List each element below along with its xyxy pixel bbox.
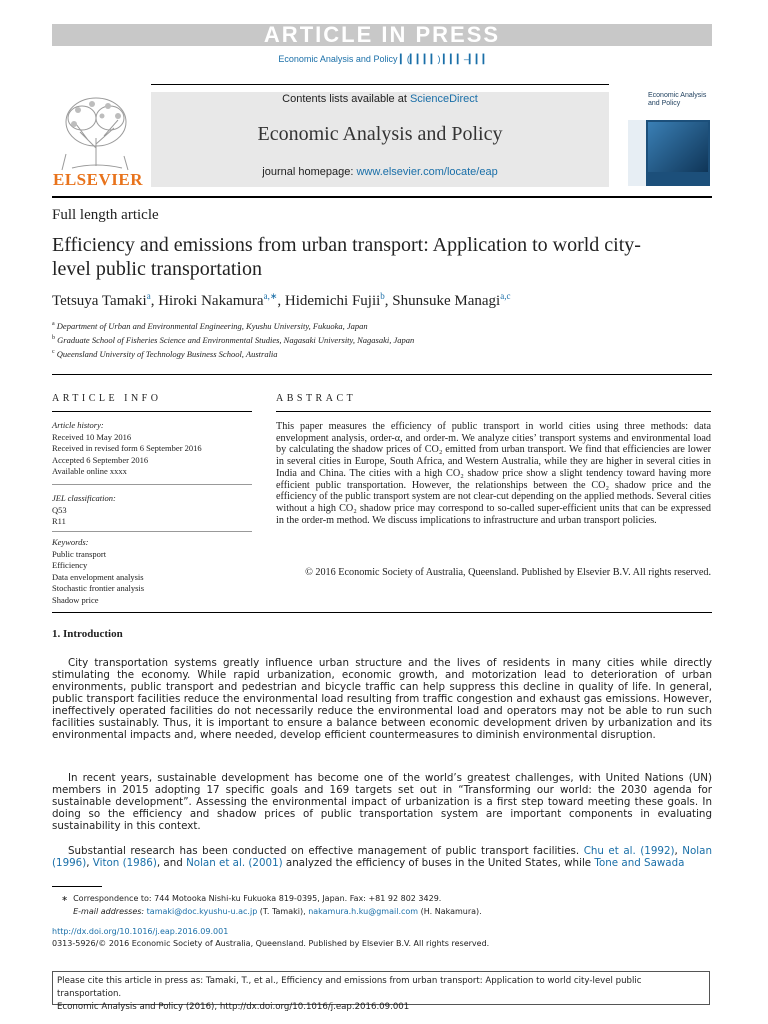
article-type: Full length article xyxy=(52,207,159,223)
section-rule xyxy=(52,374,712,375)
issn-line: 0313-5926/© 2016 Economic Society of Australia, Queensland. Published by Elsevier B.V. All rights reserved. xyxy=(52,939,490,948)
journal-header-box xyxy=(151,92,609,187)
contents-available-line xyxy=(151,93,609,105)
correspondence-footnote: ∗ Correspondence to: 744 Motooka Nishi-ku Fukuoka 819-0395, Japan. Fax: +81 92 802 3429. E-mail addresses: tamaki@doc.kyushu-u.ac.jp (T. Tamaki), nakamura.h.ku@gmail.com (H. Nakamura). xyxy=(52,892,712,918)
keyword: Data envelopment analysis xyxy=(52,571,144,582)
jel-classification xyxy=(52,493,252,528)
keywords xyxy=(52,537,252,606)
email-label: E-mail addresses: xyxy=(73,907,147,916)
contents-prefix: Contents lists available at xyxy=(282,93,410,105)
doi-link[interactable]: http://dx.doi.org/10.1016/j.eap.2016.09.001 xyxy=(52,927,229,936)
keyword: Shadow price xyxy=(52,594,99,605)
section-rule xyxy=(52,612,712,613)
article-info-heading: ARTICLE INFO xyxy=(52,393,162,404)
keyword: Stochastic frontier analysis xyxy=(52,583,145,593)
footnote-rule xyxy=(52,886,102,887)
cover-title-line1: Economic Analysis xyxy=(648,92,707,99)
elsevier-wordmark: ELSEVIER xyxy=(53,170,143,189)
history-item: Received 10 May 2016 xyxy=(52,431,132,442)
cite-line-1: Please cite this article in press as: Tamaki, T., et al., Efficiency and emissions from urban transport: Application to world city-level public transportation. xyxy=(57,976,642,999)
abstract-rule xyxy=(276,411,711,412)
footnote-marker: ∗ xyxy=(61,894,68,903)
keyword: Public transport xyxy=(52,548,107,559)
author-list: Tetsuya Tamaki$^a$, Hiroki Nakamura$^{a,∗}$, Hidemichi Fujii$^b$, Shunsuke Managi$^{a,c}$ xyxy=(52,291,511,309)
email-link[interactable]: nakamura.h.ku@gmail.com xyxy=(308,907,419,916)
citation-link[interactable]: Nolan et al. (2001) xyxy=(186,857,283,869)
journal-cover-thumbnail xyxy=(628,86,710,186)
affiliation: $^c$ Queensland University of Technology Business School, Australia xyxy=(52,349,278,359)
jel-code: R11 xyxy=(52,516,66,526)
history-item: Accepted 6 September 2016 xyxy=(52,454,149,465)
author-name: Hidemichi Fujii xyxy=(284,293,381,309)
info-divider xyxy=(52,531,252,532)
affiliation: $^a$ Department of Urban and Environmental Engineering, Kyushu University, Fukuoka, Japan xyxy=(52,321,368,331)
intro-paragraph-2: In recent years, sustainable development has become one of the world’s greatest challenges, with United Nations (UN) members in 2015 adopting 17 specific goals and 169 targets set out in “Transforming our world: the 2030 agenda for sustainable development”. Assessing the environmental impact of urbanization is a first step toward meeting these goals. In doing so the efficiency and shadow prices of public transportation system are important components in evaluating sustainability in this context. xyxy=(52,772,712,832)
citation-link[interactable]: Tone and Sawada xyxy=(594,857,685,869)
article-history xyxy=(52,420,252,478)
header-bottom-rule xyxy=(52,196,712,198)
history-item: Received in revised form 6 September 2016 xyxy=(52,443,202,453)
author-affil-mark[interactable]: a,∗ xyxy=(263,291,278,301)
author-affil-mark[interactable]: a,c xyxy=(500,291,511,301)
history-label: Article history: xyxy=(52,420,104,430)
correspondence-text: Correspondence to: 744 Motooka Nishi-ku Fukuoka 819-0395, Japan. Fax: +81 92 802 3429. xyxy=(73,894,442,903)
citation-link[interactable]: Viton (1986) xyxy=(92,857,157,869)
abstract-heading: ABSTRACT xyxy=(276,393,357,404)
header-top-rule xyxy=(151,84,609,85)
jel-label: JEL classification: xyxy=(52,493,116,503)
author-name: Tetsuya Tamaki xyxy=(52,293,147,309)
journal-reference: Economic Analysis and Policy ▎(▎▎▎▎) ▎▎▎–▎▎▎ xyxy=(278,54,490,64)
cover-title-line2: and Policy xyxy=(648,100,681,107)
article-info-rule xyxy=(52,411,252,412)
intro-paragraph-1: City transportation systems greatly influence urban structure and the lives of residents in many cities while directly stimulating the economy. While rapid urbanization, economic growth, and motorization lead to deterioration of urban environments, public transport and pedestrian and bicycle traffic can help suppress this decline in quality of life. In general, public transport facilities reduce the environmental load resulting from traffic congestion and exhaust gas emissions. However, ineffectively operated facilities do not necessarily reduce the environmental load and operators may not be able to run such facilities sustainably. Thus, it is important to ensure a balance between economic development driven by urbanization and its environmental impacts and, where needed, develop efficient countermeasures to diminish environmental disruption. xyxy=(52,657,712,741)
info-divider xyxy=(52,484,252,485)
keyword: Efficiency xyxy=(52,560,88,570)
jel-code: Q53 xyxy=(52,504,67,515)
abstract-copyright: © 2016 Economic Society of Australia, Queensland. Published by Elsevier B.V. All rights reserved. xyxy=(305,567,711,578)
cite-this-article-box xyxy=(52,971,710,1012)
affiliation: $^b$ Graduate School of Fisheries Science and Environmental Studies, Nagasaki University, Nagasaki, Japan xyxy=(52,335,415,345)
author-affil-mark[interactable]: b xyxy=(380,291,385,301)
abstract-text: This paper measures the efficiency of public transport in world cities using three methods: data envelopment analysis, order-α, and order-m. We analyze cities’ transport systems and environmental load by calculating the shadow prices of CO₂ emitted from urban transport. We find that efficiencies are lower in several cities in Europe, South Africa, and Western Australia, while they are higher in several cities in India and China. The cities with a high CO₂ shadow price show a slight tendency toward having more efficient public transportation. However, the relationships between the CO₂ shadow price and the efficiency of the public transport system are not clear-cut depending on the applied methods. Several cities without a high CO₂ shadow price may correspond to so-called super-efficient units that can be expressed in the order-m method. We discuss implications to infrastructure and urban transport policies. xyxy=(276,421,711,526)
article-in-press-banner: ARTICLE IN PRESS xyxy=(52,24,712,46)
cite-line-2: Economic Analysis and Policy (2016), http://dx.doi.org/10.1016/j.eap.2016.09.001 xyxy=(57,1002,410,1012)
journal-homepage-line xyxy=(151,166,609,178)
intro-paragraph-3: Substantial research has been conducted on effective management of public transport facilities. Chu et al. (1992), Nolan (1996), Viton (1986), and Nolan et al. (2001) analyzed the efficiency of buses in the United States, while Tone and Sawada xyxy=(52,845,712,869)
journal-title: Economic Analysis and Policy xyxy=(257,123,503,145)
history-item: Available online xxxx xyxy=(52,466,127,476)
section-heading-introduction: 1. Introduction xyxy=(52,628,123,640)
sciencedirect-link[interactable]: ScienceDirect xyxy=(409,93,478,105)
citation-link[interactable]: Chu et al. (1992) xyxy=(583,845,675,857)
author-affil-mark[interactable]: a xyxy=(146,291,151,301)
email-link[interactable]: tamaki@doc.kyushu-u.ac.jp xyxy=(146,907,258,916)
article-title: Efficiency and emissions from urban transport: Application to world city-level public transportation xyxy=(52,234,641,280)
homepage-prefix: journal homepage: xyxy=(262,166,357,178)
author-name: Hiroki Nakamura xyxy=(158,293,264,309)
keywords-label: Keywords: xyxy=(52,537,89,547)
author-name: Shunsuke Managi xyxy=(392,293,501,309)
citation-link[interactable]: Nolan (1996) xyxy=(52,845,712,869)
homepage-link[interactable]: www.elsevier.com/locate/eap xyxy=(356,166,498,178)
